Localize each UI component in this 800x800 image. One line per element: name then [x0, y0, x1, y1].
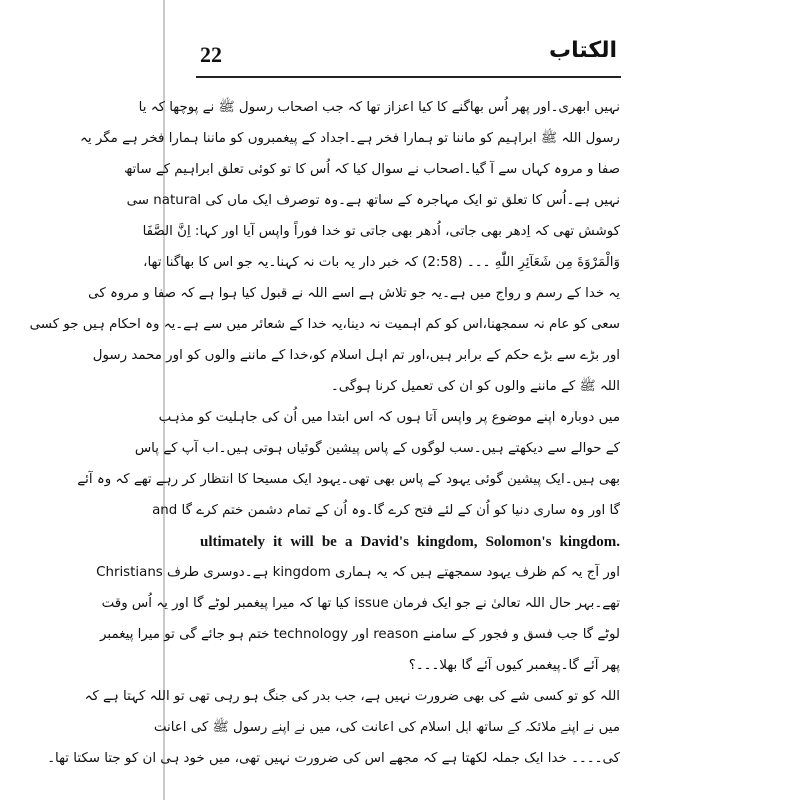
text-line: نہیں ابھری۔اور پھر اُس بھاگنے کا کیا اعزاز تھا کہ جب اصحاب رسول ﷺ نے پوچھا کہ یا [138, 100, 620, 115]
text-line: اور بڑے سے بڑے حکم کے برابر ہیں،اور تم اہل اسلام کو،خدا کے ماننے والوں کو اور محمد رسول [92, 348, 620, 363]
page-number: 22 [200, 42, 222, 67]
text-line: رسول اللہ ﷺ ابراہیم کو ماننا تو ہمارا فخر ہے۔اجداد کے پیغمبروں کو ماننا ہمارا فخر ہے مگر یہ [80, 131, 620, 146]
text-line-english: ultimately it will be a David's kingdom, Solomon's kingdom. [200, 534, 620, 550]
page-header [196, 36, 621, 78]
text-line: نہیں ہے۔اُس کا تعلق تو ایک مہاجرہ کے ساتھ ہے۔وہ توصرف ایک ماں کی natural سی [126, 193, 620, 208]
body-text [29, 95, 620, 775]
text-line: بھی ہیں۔ایک پیشین گوئی یہود کے پاس بھی تھی۔یہود ایک مسیحا کا انتظار کر رہے تھے کہ وہ آئے [77, 472, 620, 487]
text-line: تھے۔بہر حال اللہ تعالیٰ نے جو ایک فرمان issue کیا تھا کہ میرا پیغمبر لوٹے گا اور یہ اُس وقت [101, 596, 620, 611]
text-line: لوٹے گا جب فسق و فجور کے سامنے reason اور technology ختم ہو جائے گی تو میرا پیغمبر [100, 627, 620, 642]
text-line: کی۔۔۔۔ خدا ایک جملہ لکھتا ہے کہ مجھے اس کی ضرورت نہیں تھی، میں خود ہی ان کو جتا سکتا تھا۔ [47, 751, 620, 766]
text-line: کوشش تھی کہ اِدھر بھی جاتی، اُدھر بھی جاتی تو خدا فوراً واپس آیا اور کہا: اِنَّ الصَّفَا [142, 224, 620, 239]
text-line: صفا و مروہ کہاں سے آ گیا۔اصحاب نے سوال کیا کہ اُس کا تو کوئی تعلق ابراہیم کے ساتھ [124, 162, 620, 177]
text-line: پھر آئے گا۔پیغمبر کیوں آئے گا بھلا۔۔۔؟ [408, 658, 620, 673]
text-line: میں نے اپنے ملائکہ کے ساتھ اہل اسلام کی اعانت کی، میں نے اپنے رسول ﷺ کی اعانت [153, 720, 620, 735]
text-line: میں دوبارہ اپنے موضوع پر واپس آتا ہوں کہ اس ابتدا میں اُن کی جاہلیت کو مذہب [158, 410, 620, 425]
text-line: یہ خدا کے رسم و رواج میں ہے۔یہ جو تلاش ہے اسے اللہ نے قبول کیا ہوا ہے کہ صفا و مروہ کی [88, 286, 620, 301]
text-line: اور آج یہ کم ظرف یہود سمجھتے ہیں کہ یہ ہماری kingdom ہے۔دوسری طرف Christians [96, 565, 620, 580]
text-line: کے حوالے سے دیکھتے ہیں۔سب لوگوں کے پاس پیشین گوئیاں ہوتی ہیں۔اب آپ کے پاس [134, 441, 620, 456]
text-line: گا اور وہ ساری دنیا کو اُن کے لئے فتح کرے گا۔وہ اُن کے تمام دشمن ختم کرے گا and [152, 503, 620, 518]
text-line: سعی کو عام نہ سمجھنا،اس کو کم اہمیت نہ دینا،یہ خدا کے شعائر میں سے ہے۔یہ وہ احکام ہیں جو کسی [29, 317, 620, 332]
text-line: وَالْمَرْوَةَ مِن شَعَآئِرِ اللّٰهِ ۔۔۔ (2:58) کہ خبر دار یہ بات نہ کہنا۔یہ جو اس کا بھاگنا تھا، [143, 255, 620, 270]
text-line: اللہ ﷺ کے ماننے والوں کو ان کی تعمیل کرنا ہوگی۔ [330, 379, 620, 394]
running-title: الکتاب [549, 38, 617, 63]
text-line: اللہ کو تو کسی شے کی بھی ضرورت نہیں ہے، جب بدر کی جنگ ہو رہی تھی تو اللہ کہتا ہے کہ [84, 689, 620, 704]
